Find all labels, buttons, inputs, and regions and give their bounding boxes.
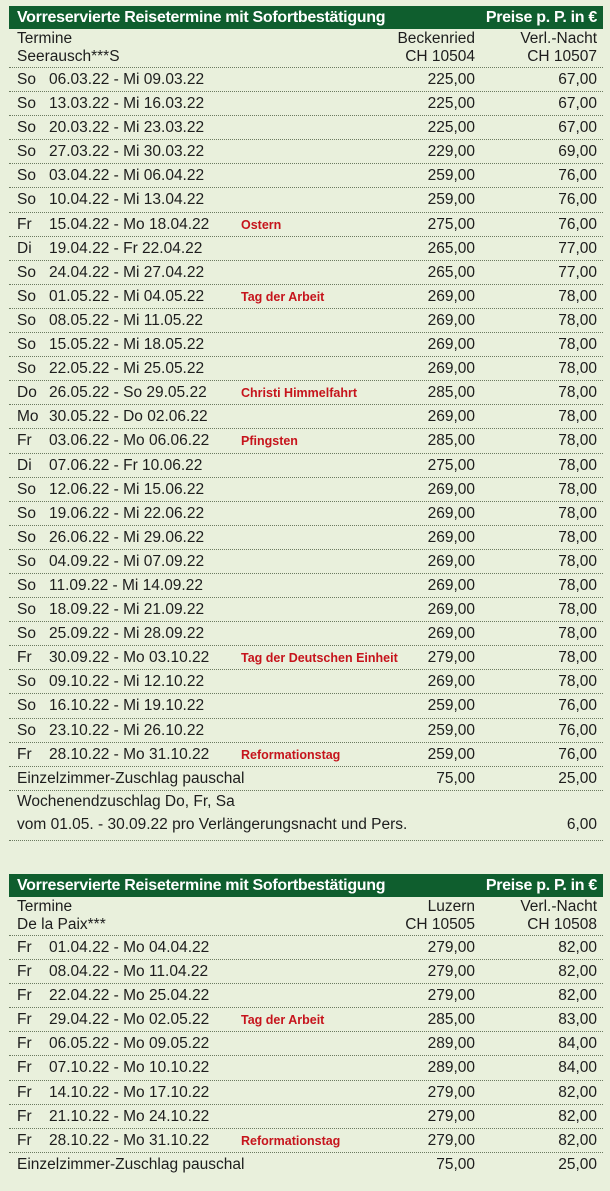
table-row	[9, 621, 603, 645]
date-range: 09.10.22 - Mi 12.10.22	[49, 673, 205, 691]
price-table-seerausch	[9, 6, 603, 841]
column-code-extension: CH 10508	[527, 916, 597, 933]
table-row	[9, 260, 603, 284]
table-row	[9, 477, 603, 501]
extension-night-price: 77,00	[558, 263, 597, 281]
table-title: Vorreservierte Reisetermine mit Sofortbestätigung	[17, 9, 386, 26]
package-price: 269,00	[427, 336, 475, 354]
weekday: So	[17, 287, 36, 305]
extension-night-price: 78,00	[558, 504, 597, 522]
package-price: 279,00	[427, 1131, 475, 1149]
extension-night-price: 78,00	[558, 287, 597, 305]
holiday-label: Reformationstag	[241, 1133, 341, 1148]
package-price: 269,00	[427, 287, 475, 305]
extension-night-price: 82,00	[558, 1131, 597, 1149]
weekday: Fr	[17, 1083, 32, 1101]
column-header-extension: Verl.-Nacht	[520, 898, 597, 915]
date-range: 19.06.22 - Mi 22.06.22	[49, 504, 205, 522]
package-price: 275,00	[427, 456, 475, 474]
date-range: 06.03.22 - Mi 09.03.22	[49, 71, 205, 88]
weekday: Fr	[17, 215, 32, 233]
weekend-surcharge-price: 6,00	[566, 815, 597, 833]
table-row	[9, 669, 603, 693]
package-price: 269,00	[427, 673, 475, 691]
holiday-label: Ostern	[241, 217, 282, 232]
date-range: 13.03.22 - Mi 16.03.22	[49, 95, 205, 113]
weekday: Fr	[17, 939, 32, 956]
table-row	[9, 549, 603, 573]
table-row	[9, 115, 603, 139]
column-header-location: Luzern	[427, 898, 475, 915]
table-title-bar	[9, 6, 603, 29]
weekday: Mo	[17, 408, 39, 426]
weekday: Di	[17, 239, 32, 257]
hotel-name: Seerausch***S	[17, 48, 120, 65]
table-row	[9, 404, 603, 428]
price-table-de-la-paix	[9, 874, 603, 1176]
extension-night-price: 78,00	[558, 576, 597, 594]
date-range: 28.10.22 - Mo 31.10.22	[49, 745, 210, 763]
column-label-dates: Termine	[17, 30, 73, 47]
table-title: Vorreservierte Reisetermine mit Sofortbestätigung	[17, 877, 386, 894]
date-range: 12.06.22 - Mi 15.06.22	[49, 480, 205, 498]
extension-night-price: 78,00	[558, 625, 597, 643]
extension-night-price: 84,00	[558, 1059, 597, 1077]
package-price: 259,00	[427, 191, 475, 209]
weekday: Fr	[17, 1107, 32, 1125]
date-range: 08.05.22 - Mi 11.05.22	[49, 311, 203, 329]
package-price: 279,00	[427, 987, 475, 1005]
date-range: 27.03.22 - Mi 30.03.22	[49, 143, 205, 161]
date-range: 29.04.22 - Mo 02.05.22	[49, 1011, 210, 1029]
table-row	[9, 1031, 603, 1055]
date-range: 21.10.22 - Mo 24.10.22	[49, 1107, 210, 1125]
weekday: So	[17, 336, 36, 354]
single-supplement-extra: 25,00	[558, 769, 597, 787]
weekday: So	[17, 263, 36, 281]
date-range: 01.05.22 - Mi 04.05.22	[49, 287, 205, 305]
weekday: Fr	[17, 649, 32, 667]
weekend-surcharge-line1: Wochenendzuschlag Do, Fr, Sa	[17, 792, 235, 810]
extension-night-price: 84,00	[558, 1035, 597, 1053]
extension-night-price: 82,00	[558, 1107, 597, 1125]
table-row	[9, 67, 603, 91]
package-price: 269,00	[427, 408, 475, 426]
weekday: So	[17, 71, 36, 88]
date-range: 23.10.22 - Mi 26.10.22	[49, 721, 205, 739]
table-end-divider	[9, 840, 603, 841]
weekday: So	[17, 721, 36, 739]
package-price: 259,00	[427, 167, 475, 185]
column-code-location: CH 10505	[405, 916, 475, 933]
package-price: 265,00	[427, 263, 475, 281]
package-price: 285,00	[427, 384, 475, 402]
table-row	[9, 428, 603, 452]
single-supplement-row	[9, 766, 603, 790]
package-price: 269,00	[427, 625, 475, 643]
extension-night-price: 76,00	[558, 191, 597, 209]
column-header-extension: Verl.-Nacht	[520, 30, 597, 47]
table-row	[9, 983, 603, 1007]
date-range: 14.10.22 - Mo 17.10.22	[49, 1083, 210, 1101]
package-price: 279,00	[427, 1107, 475, 1125]
date-range: 15.05.22 - Mi 18.05.22	[49, 336, 205, 354]
weekday: So	[17, 697, 36, 715]
weekday: So	[17, 504, 36, 522]
single-supplement-extra: 25,00	[558, 1155, 597, 1173]
table-row	[9, 332, 603, 356]
column-code-extension: CH 10507	[527, 48, 597, 65]
table-row	[9, 163, 603, 187]
weekend-surcharge-line2: vom 01.05. - 30.09.22 pro Verlängerungsnacht und Pers.	[17, 815, 408, 833]
package-price: 259,00	[427, 697, 475, 715]
extension-night-price: 67,00	[558, 95, 597, 113]
table-row	[9, 284, 603, 308]
weekday: So	[17, 673, 36, 691]
package-price: 269,00	[427, 576, 475, 594]
extension-night-price: 78,00	[558, 480, 597, 498]
package-price: 225,00	[427, 119, 475, 137]
package-price: 269,00	[427, 504, 475, 522]
extension-night-price: 78,00	[558, 336, 597, 354]
weekday: So	[17, 143, 36, 161]
price-note: Preise p. P. in €	[485, 877, 597, 894]
table-row	[9, 236, 603, 260]
table-row	[9, 573, 603, 597]
column-code-location: CH 10504	[405, 48, 475, 65]
extension-night-price: 82,00	[558, 1083, 597, 1101]
table-row	[9, 356, 603, 380]
extension-night-price: 69,00	[558, 143, 597, 161]
extension-night-price: 78,00	[558, 528, 597, 546]
date-range: 04.09.22 - Mi 07.09.22	[49, 552, 205, 570]
extension-night-price: 82,00	[558, 963, 597, 981]
weekday: Fr	[17, 1131, 32, 1149]
date-range: 20.03.22 - Mi 23.03.22	[49, 119, 205, 137]
weekday: So	[17, 360, 36, 378]
extension-night-price: 78,00	[558, 432, 597, 450]
table-row	[9, 959, 603, 983]
table-row	[9, 91, 603, 115]
date-range: 08.04.22 - Mo 11.04.22	[49, 963, 209, 981]
package-price: 225,00	[427, 95, 475, 113]
table-header	[9, 29, 603, 67]
package-price: 269,00	[427, 311, 475, 329]
package-price: 285,00	[427, 432, 475, 450]
date-range: 01.04.22 - Mo 04.04.22	[49, 939, 210, 956]
date-range: 07.06.22 - Fr 10.06.22	[49, 456, 203, 474]
date-range: 03.06.22 - Mo 06.06.22	[49, 432, 210, 450]
weekday: Fr	[17, 432, 32, 450]
date-range: 07.10.22 - Mo 10.10.22	[49, 1059, 210, 1077]
table-row	[9, 645, 603, 669]
package-price: 269,00	[427, 552, 475, 570]
package-price: 269,00	[427, 601, 475, 619]
extension-night-price: 67,00	[558, 71, 597, 88]
weekday: Fr	[17, 1011, 32, 1029]
date-range: 26.05.22 - So 29.05.22	[49, 384, 207, 402]
extension-night-price: 77,00	[558, 239, 597, 257]
column-label-dates: Termine	[17, 898, 73, 915]
extension-night-price: 78,00	[558, 456, 597, 474]
weekday: Fr	[17, 987, 32, 1005]
extension-night-price: 76,00	[558, 215, 597, 233]
date-range: 30.05.22 - Do 02.06.22	[49, 408, 208, 426]
package-price: 259,00	[427, 745, 475, 763]
weekday: So	[17, 528, 36, 546]
date-range: 11.09.22 - Mi 14.09.22	[49, 576, 203, 594]
weekday: So	[17, 552, 36, 570]
table-body	[9, 67, 603, 766]
holiday-label: Pfingsten	[241, 434, 298, 449]
single-supplement-label: Einzelzimmer-Zuschlag pauschal	[17, 769, 245, 787]
extension-night-price: 67,00	[558, 119, 597, 137]
date-range: 26.06.22 - Mi 29.06.22	[49, 528, 205, 546]
holiday-label: Tag der Arbeit	[241, 289, 325, 304]
package-price: 289,00	[427, 1059, 475, 1077]
extension-night-price: 78,00	[558, 408, 597, 426]
table-row	[9, 935, 603, 959]
table-row	[9, 187, 603, 211]
column-header-location: Beckenried	[397, 30, 475, 47]
weekday: Fr	[17, 745, 32, 763]
date-range: 06.05.22 - Mo 09.05.22	[49, 1035, 210, 1053]
date-range: 19.04.22 - Fr 22.04.22	[49, 239, 203, 257]
table-row	[9, 308, 603, 332]
package-price: 279,00	[427, 963, 475, 981]
date-range: 16.10.22 - Mi 19.10.22	[49, 697, 205, 715]
table-row	[9, 501, 603, 525]
hotel-name: De la Paix***	[17, 916, 106, 933]
table-row	[9, 212, 603, 236]
date-range: 28.10.22 - Mo 31.10.22	[49, 1131, 210, 1149]
package-price: 259,00	[427, 721, 475, 739]
holiday-label: Tag der Deutschen Einheit	[241, 651, 398, 666]
weekday: So	[17, 625, 36, 643]
table-row	[9, 1128, 603, 1152]
extension-night-price: 78,00	[558, 601, 597, 619]
weekday: So	[17, 191, 36, 209]
holiday-label: Reformationstag	[241, 747, 341, 762]
table-title-bar	[9, 874, 603, 897]
table-row	[9, 1055, 603, 1079]
extension-night-price: 76,00	[558, 167, 597, 185]
date-range: 30.09.22 - Mo 03.10.22	[49, 649, 210, 667]
table-row	[9, 693, 603, 717]
extension-night-price: 78,00	[558, 552, 597, 570]
weekday: Fr	[17, 1059, 32, 1077]
table-row	[9, 742, 603, 766]
extension-night-price: 83,00	[558, 1011, 597, 1029]
date-range: 22.04.22 - Mo 25.04.22	[49, 987, 210, 1005]
package-price: 275,00	[427, 215, 475, 233]
extension-night-price: 78,00	[558, 311, 597, 329]
weekday: So	[17, 601, 36, 619]
weekday: So	[17, 576, 36, 594]
table-body	[9, 935, 603, 1152]
table-row	[9, 1104, 603, 1128]
package-price: 289,00	[427, 1035, 475, 1053]
weekday: So	[17, 311, 36, 329]
weekday: So	[17, 167, 36, 185]
extension-night-price: 76,00	[558, 697, 597, 715]
weekday: Do	[17, 384, 37, 402]
table-row	[9, 1080, 603, 1104]
weekday: So	[17, 95, 36, 113]
extension-night-price: 82,00	[558, 939, 597, 956]
extension-night-price: 78,00	[558, 649, 597, 667]
package-price: 279,00	[427, 649, 475, 667]
date-range: 25.09.22 - Mi 28.09.22	[49, 625, 205, 643]
table-header	[9, 897, 603, 935]
holiday-label: Christi Himmelfahrt	[241, 386, 357, 401]
date-range: 22.05.22 - Mi 25.05.22	[49, 360, 205, 378]
price-note: Preise p. P. in €	[485, 9, 597, 26]
date-range: 03.04.22 - Mi 06.04.22	[49, 167, 205, 185]
table-row	[9, 380, 603, 404]
table-row	[9, 453, 603, 477]
extension-night-price: 82,00	[558, 987, 597, 1005]
table-row	[9, 1007, 603, 1031]
date-range: 15.04.22 - Mo 18.04.22	[49, 215, 210, 233]
weekday: Fr	[17, 963, 32, 981]
table-row	[9, 139, 603, 163]
date-range: 10.04.22 - Mi 13.04.22	[49, 191, 205, 209]
package-price: 279,00	[427, 1083, 475, 1101]
date-range: 24.04.22 - Mi 27.04.22	[49, 263, 205, 281]
extension-night-price: 78,00	[558, 360, 597, 378]
weekday: So	[17, 480, 36, 498]
package-price: 269,00	[427, 360, 475, 378]
single-supplement-label: Einzelzimmer-Zuschlag pauschal	[17, 1155, 245, 1173]
holiday-label: Tag der Arbeit	[241, 1013, 325, 1028]
package-price: 269,00	[427, 528, 475, 546]
package-price: 229,00	[427, 143, 475, 161]
extension-night-price: 76,00	[558, 745, 597, 763]
single-supplement-price: 75,00	[436, 769, 475, 787]
single-supplement-row	[9, 1152, 603, 1176]
weekend-surcharge-note	[9, 790, 603, 840]
package-price: 265,00	[427, 239, 475, 257]
table-row	[9, 525, 603, 549]
extension-night-price: 76,00	[558, 721, 597, 739]
package-price: 269,00	[427, 480, 475, 498]
weekday: So	[17, 119, 36, 137]
package-price: 225,00	[427, 71, 475, 88]
package-price: 279,00	[427, 939, 475, 956]
date-range: 18.09.22 - Mi 21.09.22	[49, 601, 205, 619]
weekday: Fr	[17, 1035, 32, 1053]
single-supplement-price: 75,00	[436, 1155, 475, 1173]
weekday: Di	[17, 456, 32, 474]
extension-night-price: 78,00	[558, 673, 597, 691]
extension-night-price: 78,00	[558, 384, 597, 402]
table-row	[9, 718, 603, 742]
package-price: 285,00	[427, 1011, 475, 1029]
table-row	[9, 597, 603, 621]
